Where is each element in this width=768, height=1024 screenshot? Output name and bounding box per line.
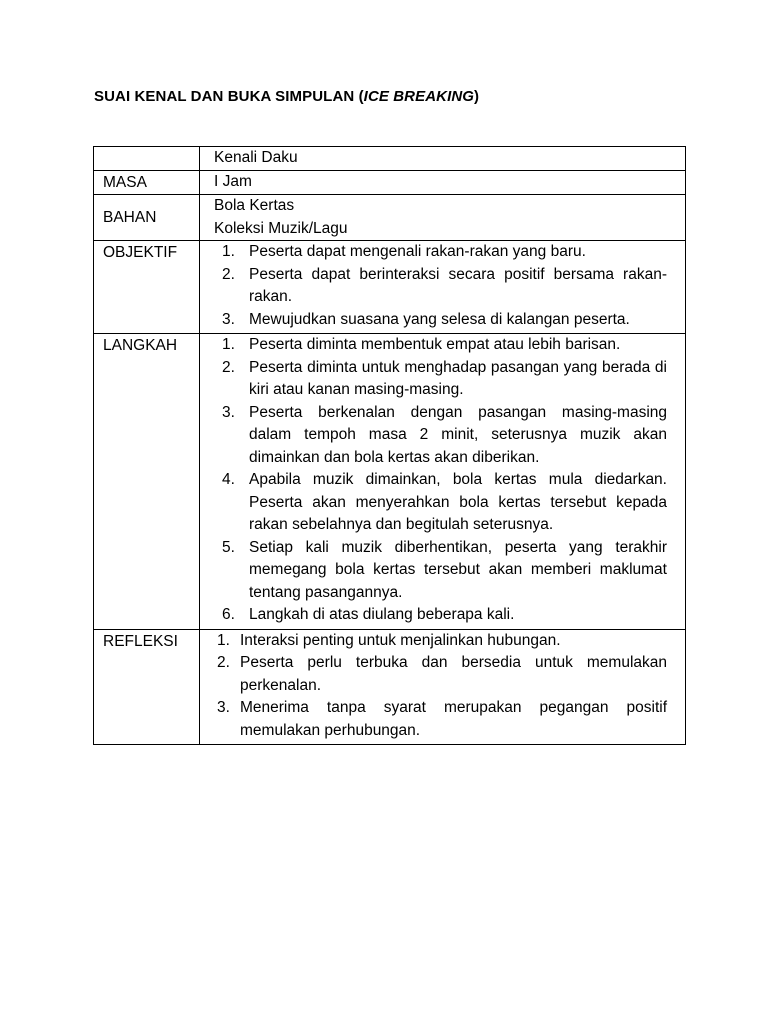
list-text: Peserta diminta membentuk empat atau lebih barisan.	[249, 336, 621, 353]
langkah-label: LANGKAH	[94, 334, 200, 630]
list-item	[214, 604, 667, 627]
list-number: 3.	[217, 699, 230, 716]
list-number: 1.	[222, 243, 235, 260]
bahan-label: BAHAN	[94, 195, 200, 241]
list-number: 1.	[222, 336, 235, 353]
refleksi-list	[214, 630, 667, 743]
list-item	[214, 697, 667, 742]
bahan-line: Koleksi Muzik/Lagu	[214, 219, 348, 237]
lesson-table	[93, 146, 686, 745]
masa-label: MASA	[94, 170, 200, 195]
list-text: Langkah di atas diulang beberapa kali.	[249, 606, 515, 623]
list-number: 2.	[222, 265, 235, 283]
title-italic: ICE BREAKING	[363, 88, 475, 105]
list-text: Apabila muzik dimainkan, bola kertas mula diedarkan. Peserta akan menyerahkan bola kertas tersebut kepada rakan sebelahnya dan begitulah seterusnya.	[249, 471, 667, 533]
header-value-cell: Kenali Daku	[200, 147, 686, 171]
list-text: Interaksi penting untuk menjalinkan hubungan.	[240, 631, 561, 649]
list-number: 4.	[222, 471, 235, 488]
objektif-value	[200, 241, 686, 334]
list-item	[214, 357, 667, 402]
objektif-list	[214, 241, 667, 331]
table-row-langkah	[94, 334, 686, 630]
list-item	[214, 241, 667, 264]
list-number: 1.	[217, 631, 230, 649]
title-main: SUAI KENAL DAN BUKA SIMPULAN (	[94, 88, 364, 105]
list-text: Setiap kali muzik diberhentikan, peserta yang terakhir memegang bola kertas tersebut akan memberi maklumat tentang pasangannya.	[249, 538, 667, 601]
bahan-value	[200, 195, 686, 241]
list-number: 3.	[222, 310, 235, 328]
table-row-header	[94, 147, 686, 171]
masa-value: I Jam	[200, 170, 686, 195]
list-text: Peserta diminta untuk menghadap pasangan yang berada di kiri atau kanan masing-masing.	[249, 358, 667, 398]
page-title	[94, 88, 479, 105]
header-label-cell	[94, 147, 200, 171]
table-row-refleksi	[94, 629, 686, 745]
list-text: Peserta perlu terbuka dan bersedia untuk memulakan perkenalan.	[240, 654, 667, 694]
list-item	[214, 264, 667, 309]
list-text: Mewujudkan suasana yang selesa di kalangan peserta.	[249, 310, 630, 328]
langkah-value	[200, 334, 686, 630]
list-number: 2.	[222, 358, 235, 376]
list-text: Peserta dapat berinteraksi secara positif bersama rakan-rakan.	[249, 265, 667, 305]
table-row-masa	[94, 170, 686, 195]
table-row-objektif	[94, 241, 686, 334]
list-text: Peserta dapat mengenali rakan-rakan yang baru.	[249, 243, 586, 260]
list-number: 6.	[222, 606, 235, 623]
langkah-list	[214, 334, 667, 627]
list-text: Peserta berkenalan dengan pasangan masing-masing dalam tempoh masa 2 minit, seterusnya muzik akan dimainkan dan bola kertas akan diberikan.	[249, 403, 667, 466]
list-item	[214, 469, 667, 537]
list-item	[214, 402, 667, 470]
title-end: )	[474, 88, 480, 105]
list-text: Menerima tanpa syarat merupakan pegangan positif memulakan perhubungan.	[240, 699, 667, 739]
bahan-line: Bola Kertas	[214, 197, 295, 214]
objektif-label: OBJEKTIF	[94, 241, 200, 334]
list-item	[214, 652, 667, 697]
list-number: 2.	[217, 654, 230, 671]
list-item	[214, 630, 667, 653]
list-number: 3.	[222, 403, 235, 421]
list-item	[214, 334, 667, 357]
refleksi-value	[200, 629, 686, 745]
list-item	[214, 537, 667, 605]
list-number: 5.	[222, 538, 235, 556]
list-item	[214, 309, 667, 332]
refleksi-label: REFLEKSI	[94, 629, 200, 745]
table-row-bahan	[94, 195, 686, 241]
